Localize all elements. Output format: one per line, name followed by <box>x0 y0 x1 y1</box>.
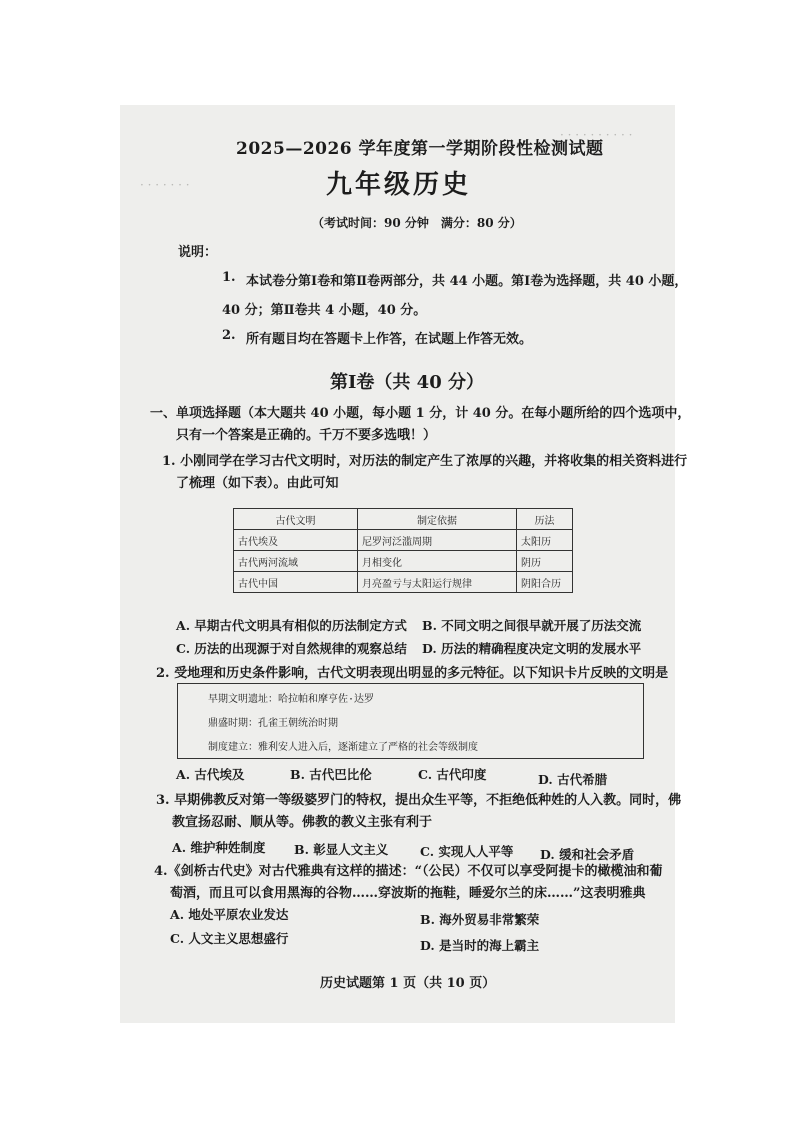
q2-option-a: A. 古代埃及 <box>176 767 245 782</box>
q3-option-c: C. 实现人人平等 <box>420 844 514 859</box>
table-cell: 尼罗河泛滥周期 <box>358 530 517 551</box>
q3-option-a: A. 维护种姓制度 <box>172 840 266 855</box>
section-title: 第Ⅰ卷（共 40 分） <box>330 372 485 393</box>
note-2-number: 2. <box>222 328 236 343</box>
q2-option-d: D. 古代希腊 <box>538 772 608 787</box>
q1-option-c: C. 历法的出现源于对自然规律的观察总结 <box>176 641 407 656</box>
note-1-line-1: 本试卷分第Ⅰ卷和第Ⅱ卷两部分，共 44 小题。第Ⅰ卷为选择题，共 40 小题， <box>246 274 688 289</box>
q1-stem-line-1: 1. 小刚同学在学习古代文明时，对历法的制定产生了浓厚的兴趣，并将收集的相关资料进行 <box>162 454 688 469</box>
q3-stem-line-2: 教宣扬忍耐、顺从等。佛教的教义主张有利于 <box>172 815 433 830</box>
q1-stem-line-2: 了梳理（如下表）。由此可知 <box>176 476 339 491</box>
q2-stem: 2. 受地理和历史条件影响，古代文明表现出明显的多元特征。以下知识卡片反映的文明是 <box>156 666 669 681</box>
q4-stem-line-1: 4.《剑桥古代史》对古代雅典有这样的描述：“（公民）不仅可以享受阿提卡的橄榄油和葡 <box>154 864 663 879</box>
table-header-row <box>234 509 573 530</box>
q4-option-c: C. 人文主义思想盛行 <box>170 931 289 946</box>
q3-stem-line-1: 3. 早期佛教反对第一等级婆罗门的特权，提出众生平等，不拒绝低种姓的人入教。同时，佛 <box>156 793 682 808</box>
table-row <box>234 551 573 572</box>
calendar-table <box>233 508 573 593</box>
table-cell: 古代中国 <box>234 572 358 593</box>
subject-title: 九年级历史 <box>326 170 472 200</box>
bleed-through-decoration: · · · · · · · <box>140 178 190 192</box>
q3-option-d: D. 缓和社会矛盾 <box>540 847 635 862</box>
q4-option-a: A. 地处平原农业发达 <box>170 907 289 922</box>
q2-option-b: B. 古代巴比伦 <box>290 767 372 782</box>
exam-info: （考试时间：90 分钟 满分：80 分） <box>312 216 522 230</box>
table-header: 古代文明 <box>234 509 358 530</box>
card-line-3: 制度建立：雅利安人进入后，逐渐建立了严格的社会等级制度 <box>208 742 478 753</box>
q1-option-b: B. 不同文明之间很早就开展了历法交流 <box>422 618 642 633</box>
table-cell: 阴阳合历 <box>517 572 573 593</box>
q4-option-d: D. 是当时的海上霸主 <box>420 938 540 953</box>
table-row <box>234 530 573 551</box>
q3-option-b: B. 彰显人文主义 <box>294 842 389 857</box>
section-instruction-line-2: 只有一个答案是正确的。千万不要多选哦！） <box>176 428 437 443</box>
note-2-text: 所有题目均在答题卡上作答，在试题上作答无效。 <box>246 332 533 347</box>
exam-title: 2025—2026 学年度第一学期阶段性检测试题 <box>236 139 604 159</box>
q4-stem-line-2: 萄酒，而且可以食用黑海的谷物……穿波斯的拖鞋，睡爱尔兰的床……”这表明雅典 <box>170 886 646 901</box>
note-1-line-2: 40 分；第Ⅱ卷共 4 小题，40 分。 <box>222 303 427 318</box>
note-1-number: 1. <box>222 270 236 285</box>
table-header: 制定依据 <box>358 509 517 530</box>
q1-option-a: A. 早期古代文明具有相似的历法制定方式 <box>176 618 407 633</box>
knowledge-card <box>177 683 644 759</box>
section-instruction-line-1: 一、单项选择题（本大题共 40 小题，每小题 1 分，计 40 分。在每小题所给的四个选项中， <box>150 406 691 421</box>
table-cell: 阴历 <box>517 551 573 572</box>
table-cell: 古代两河流域 <box>234 551 358 572</box>
table-header: 历法 <box>517 509 573 530</box>
table-cell: 月相变化 <box>358 551 517 572</box>
page-footer: 历史试题第 1 页（共 10 页） <box>320 976 496 991</box>
q2-option-c: C. 古代印度 <box>418 767 487 782</box>
bleed-through-decoration: · · · · · · · · · · <box>560 128 633 142</box>
card-line-2: 鼎盛时期：孔雀王朝统治时期 <box>208 718 338 729</box>
table-row <box>234 572 573 593</box>
table-cell: 古代埃及 <box>234 530 358 551</box>
table-cell: 太阳历 <box>517 530 573 551</box>
q4-option-b: B. 海外贸易非常繁荣 <box>420 912 540 927</box>
card-line-1: 早期文明遗址：哈拉帕和摩亨佐·达罗 <box>208 694 375 705</box>
notes-label: 说明： <box>178 245 218 260</box>
q1-option-d: D. 历法的精确程度决定文明的发展水平 <box>422 641 642 656</box>
table-cell: 月亮盈亏与太阳运行规律 <box>358 572 517 593</box>
